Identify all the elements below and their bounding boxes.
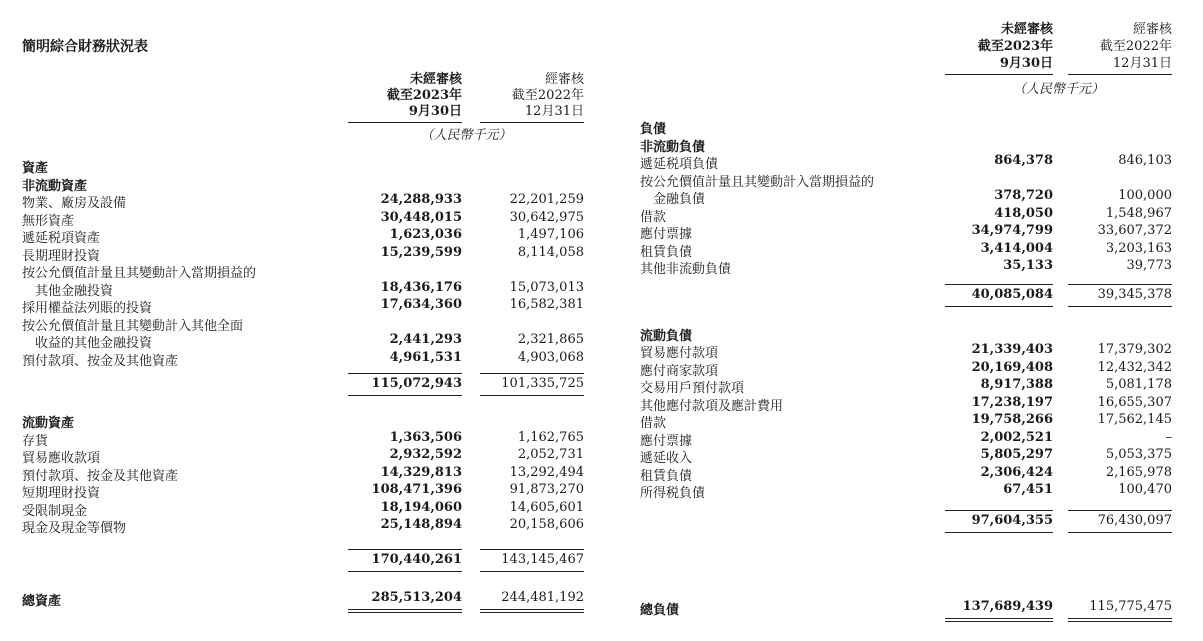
subsection-heading: 流動負債	[640, 328, 693, 344]
value-2022: 100,000	[1118, 188, 1172, 203]
unit-label: （人民幣千元）	[420, 128, 512, 143]
row-label: 採用權益法列賬的投資	[22, 301, 153, 316]
row-label: 受限制現金	[22, 503, 88, 519]
row-label: 其他非流動負債	[640, 262, 732, 277]
value-2023: 34,974,799	[971, 223, 1053, 238]
value-2022: 2,321,865	[517, 332, 584, 347]
rule-line	[1068, 284, 1172, 285]
value-2023: 1,623,036	[389, 227, 462, 242]
value-2022: 14,605,601	[509, 499, 584, 515]
row-label: 遞延税項負債	[640, 157, 719, 172]
subtotal-2023: 40,085,084	[971, 286, 1053, 302]
row-label: 按公允價值計量且其變動計入當期損益的	[640, 174, 875, 190]
row-label: 交易用戶預付款項	[640, 381, 745, 396]
value-2022: 5,053,375	[1105, 447, 1172, 462]
rule-line	[348, 373, 462, 374]
col-2022-line3: 12月31日	[524, 104, 584, 119]
col-2022-line3-right: 12月31日	[1112, 56, 1172, 71]
value-2022: 100,470	[1118, 482, 1172, 497]
row-label: 應付票據	[640, 433, 693, 449]
value-2023: 30,448,015	[380, 209, 462, 225]
row-label: 現金及現金等價物	[22, 521, 127, 536]
row-label: 預付款項、按金及其他資產	[22, 353, 179, 369]
col-2022-line1-right: 經審核	[1132, 22, 1172, 37]
value-2023: 67,451	[1003, 482, 1053, 497]
value-2022: 13,292,494	[509, 464, 584, 480]
rule-line	[1068, 306, 1172, 307]
value-2022: 8,114,058	[517, 244, 584, 260]
row-label: 金融負債	[640, 192, 706, 207]
grand-total-label: 總資產	[22, 594, 62, 609]
value-2023: 18,194,060	[380, 499, 462, 515]
col-2023-line1-right: 未經審核	[1000, 22, 1053, 37]
value-2023: 418,050	[994, 205, 1053, 221]
page-title: 簡明綜合財務狀況表	[22, 39, 148, 55]
value-2023: 21,339,403	[971, 342, 1053, 357]
value-2022: 846,103	[1118, 153, 1172, 168]
value-2023: 2,932,592	[389, 447, 462, 462]
row-label: 應付票據	[640, 227, 693, 242]
subsection-heading: 非流動負債	[640, 139, 706, 155]
value-2023: 17,238,197	[971, 394, 1053, 410]
value-2022: 16,655,307	[1097, 394, 1172, 410]
value-2023: 2,306,424	[980, 464, 1053, 480]
row-label: 應付商家款項	[640, 363, 719, 379]
row-label: 借款	[640, 416, 667, 431]
rule-line	[945, 532, 1053, 533]
value-2022: 39,773	[1126, 258, 1172, 273]
value-2023: 864,378	[994, 153, 1053, 168]
unit-label-right: （人民幣千元）	[1012, 82, 1104, 97]
rule-line	[348, 549, 462, 550]
col-2022-line2: 截至2022年	[511, 88, 584, 103]
value-2023: 3,414,004	[980, 240, 1053, 256]
row-label: 其他應付款項及應計費用	[640, 398, 784, 414]
value-2023: 20,169,408	[971, 359, 1053, 375]
value-2022: 1,548,967	[1105, 205, 1172, 221]
value-2023: 2,002,521	[980, 429, 1053, 445]
rule-line	[480, 373, 584, 374]
value-2023: 25,148,894	[380, 517, 462, 532]
row-label: 租賃負債	[640, 468, 693, 484]
subsection-heading: 流動資產	[22, 416, 75, 431]
section-heading: 負債	[640, 122, 667, 137]
col-2023-line3-right: 9月30日	[999, 56, 1053, 71]
grand-total-2023: 137,689,439	[962, 599, 1053, 614]
value-2023: 35,133	[1003, 258, 1053, 273]
subtotal-2022: 76,430,097	[1097, 512, 1172, 528]
rule-line	[348, 571, 462, 572]
rule-line	[1068, 510, 1172, 511]
subtotal-2022: 101,335,725	[501, 376, 584, 391]
rule-line	[348, 395, 462, 396]
value-2022: 22,201,259	[509, 192, 584, 207]
value-2022: 33,607,372	[1097, 223, 1172, 238]
subtotal-2023: 97,604,355	[971, 512, 1053, 528]
row-label: 長期理財投資	[22, 248, 101, 264]
row-label: 借款	[640, 209, 667, 225]
rule-line	[348, 609, 462, 613]
value-2022: 17,562,145	[1097, 412, 1172, 427]
row-label: 遞延收入	[640, 451, 693, 466]
subtotal-2022: 39,345,378	[1097, 286, 1172, 302]
rule-line	[945, 284, 1053, 285]
rule-line	[480, 549, 584, 550]
value-2023: 24,288,933	[380, 192, 462, 207]
grand-total-label: 總負債	[640, 603, 680, 618]
col-2022-line1: 經審核	[544, 72, 584, 87]
value-2022: 1,497,106	[517, 227, 584, 242]
row-label: 短期理財投資	[22, 486, 101, 501]
col-2023-line2-right: 截至2023年	[977, 39, 1053, 54]
row-label: 遞延税項資產	[22, 231, 101, 246]
row-label: 預付款項、按金及其他資產	[22, 468, 179, 484]
rule-line	[945, 510, 1053, 511]
row-label: 其他金融投資	[22, 283, 114, 299]
value-2022: 2,052,731	[517, 447, 584, 462]
row-label: 物業、廠房及設備	[22, 196, 127, 211]
col-2023-line2: 截至2023年	[386, 88, 462, 103]
value-2023: 8,917,388	[980, 377, 1053, 392]
rule-line	[480, 571, 584, 572]
col-2022-line2-right: 截至2022年	[1099, 39, 1172, 54]
value-2022: 5,081,178	[1105, 377, 1172, 392]
subtotal-2022: 143,145,467	[501, 551, 584, 567]
col-2023-line3: 9月30日	[408, 104, 462, 119]
row-label: 貿易應付款項	[640, 346, 719, 361]
grand-total-2022: 244,481,192	[501, 590, 584, 605]
value-2022: 12,432,342	[1097, 359, 1172, 375]
grand-total-2022: 115,775,475	[1089, 599, 1172, 614]
value-2022: 17,379,302	[1097, 342, 1172, 357]
value-2023: 4,961,531	[389, 349, 462, 365]
rule-line	[945, 306, 1053, 307]
value-2023: 1,363,506	[389, 429, 462, 445]
value-2023: 17,634,360	[380, 297, 462, 312]
value-2022: 30,642,975	[509, 209, 584, 225]
value-2022: 16,582,381	[509, 297, 584, 312]
row-label: 租賃負債	[640, 244, 693, 260]
value-2022: 91,873,270	[509, 482, 584, 497]
grand-total-2023: 285,513,204	[371, 590, 462, 605]
subtotal-2023: 170,440,261	[371, 551, 462, 567]
value-2023: 108,471,396	[371, 482, 462, 497]
row-label: 所得税負債	[640, 486, 706, 501]
rule-line	[1068, 532, 1172, 533]
value-2023: 18,436,176	[380, 279, 462, 295]
rule-line	[945, 618, 1053, 622]
subsection-heading: 非流動資產	[22, 178, 88, 194]
subtotal-2023: 115,072,943	[371, 376, 462, 391]
value-2023: 2,441,293	[389, 332, 462, 347]
value-2022: –	[1165, 429, 1172, 445]
value-2023: 5,805,297	[980, 447, 1053, 462]
row-label: 收益的其他金融投資	[22, 336, 153, 351]
value-2023: 15,239,599	[380, 244, 462, 260]
rule-line	[1068, 618, 1172, 622]
rule-line	[480, 609, 584, 613]
row-label: 無形資產	[22, 213, 75, 229]
section-heading: 資產	[22, 161, 49, 176]
value-2022: 20,158,606	[509, 517, 584, 532]
value-2023: 14,329,813	[380, 464, 462, 480]
value-2022: 2,165,978	[1105, 464, 1172, 480]
row-label: 按公允價值計量且其變動計入當期損益的	[22, 266, 257, 281]
value-2022: 3,203,163	[1105, 240, 1172, 256]
value-2022: 4,903,068	[517, 349, 584, 365]
row-label: 貿易應收款項	[22, 451, 101, 466]
rule-line	[480, 395, 584, 396]
value-2023: 378,720	[994, 188, 1053, 203]
row-label: 存貨	[22, 433, 49, 449]
col-2023-line1: 未經審核	[409, 72, 462, 87]
value-2022: 15,073,013	[509, 279, 584, 295]
value-2022: 1,162,765	[517, 429, 584, 445]
value-2023: 19,758,266	[971, 412, 1053, 427]
row-label: 按公允價值計量且其變動計入其他全面	[22, 318, 244, 334]
